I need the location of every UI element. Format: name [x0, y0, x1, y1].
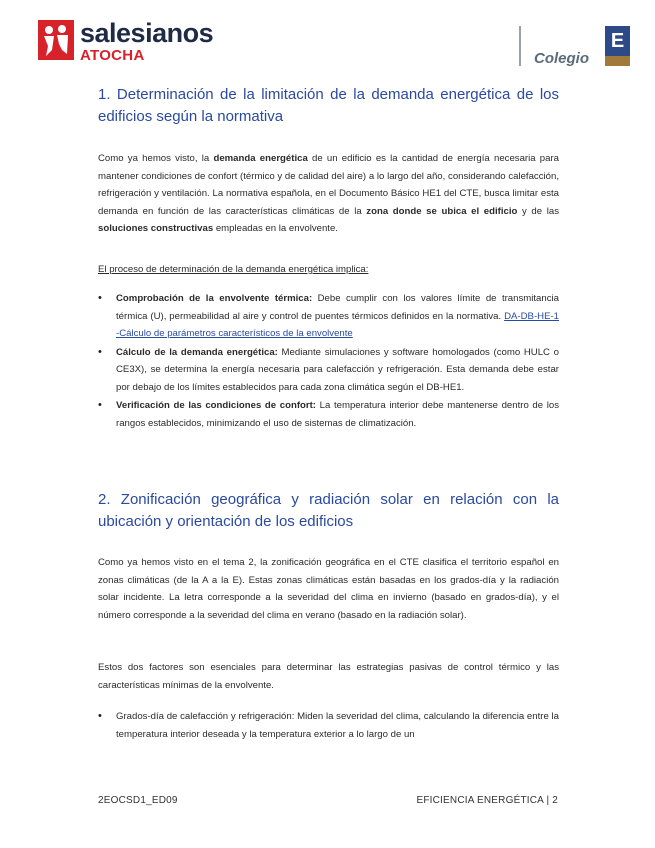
- process-intro: El proceso de determinación de la demanda energética implica:: [98, 264, 369, 275]
- list-item-title: Cálculo de la demanda energética:: [116, 346, 278, 358]
- text-run-bold: zona donde se ubica el edificio: [366, 205, 518, 217]
- text-run: y de las: [517, 205, 559, 217]
- section-2-paragraph-2: Estos dos factores son esenciales para determinar las estrategias pasivas de control térmico y las características mínimas de la envolvente.: [98, 662, 559, 691]
- list-item: • Grados-día de calefacción y refrigeración: Miden la severidad del clima, calculando la diferencia entre la temperatura interior deseada y la temperatura exterior a lo largo de un: [98, 708, 559, 743]
- factors-list: [98, 708, 559, 744]
- text-run: Como ya hemos visto, la: [98, 153, 214, 164]
- logo-name: salesianos: [80, 18, 214, 48]
- list-item: [98, 397, 559, 432]
- header-divider: [519, 26, 521, 66]
- section-1-paragraph: [98, 150, 559, 238]
- list-item-title: Verificación de las condiciones de confort:: [116, 400, 317, 411]
- school-logo: [38, 20, 213, 63]
- colegio-badge-icon: [605, 26, 630, 66]
- text-run-bold: demanda energética: [213, 153, 308, 164]
- process-list: [98, 290, 559, 433]
- salesianos-emblem-icon: [38, 20, 74, 60]
- list-item-title: Comprobación de la envolvente térmica:: [116, 293, 313, 304]
- logo-subtitle: ATOCHA: [80, 47, 145, 64]
- section-1-heading: 1. Determinación de la limitación de la demanda energética de los edificios según la normativa: [98, 86, 559, 125]
- list-item-text: Debe cumplir con los valores límite de transmitancia térmica (U), permeabilidad al aire y control de puentes térmicos definidos en la normativa.: [116, 293, 559, 322]
- footer-page-label: EFICIENCIA ENERGÉTICA | 2: [416, 795, 558, 806]
- list-item: [98, 344, 559, 397]
- text-run: de un edificio es la cantidad de energía necesaria para mantener condiciones de confort (térmico y de calidad del aire) a lo largo del año, considerando calefacción, refrigeración y ventilación. La normativa española, en el Documento Básico HE1 del CTE, busca limitar esta demanda en función de las características climáticas de la: [98, 153, 559, 217]
- footer-code: 2EOCSD1_ED09: [98, 795, 178, 806]
- list-item-text: La temperatura interior debe mantenerse dentro de los rangos establecidos, minimizando el uso de sistemas de climatización.: [116, 400, 560, 429]
- section-2-heading: 2. Zonificación geográfica y radiación solar en relación con la ubicación y orientación de los edificios: [98, 491, 559, 530]
- badge-letter: E: [605, 26, 630, 56]
- text-run: empleadas en la envolvente.: [213, 223, 338, 234]
- text-run-bold: soluciones constructivas: [98, 223, 214, 234]
- list-item: [98, 290, 559, 343]
- section-2-paragraph-1: Como ya hemos visto en el tema 2, la zonificación geográfica en el CTE clasifica el territorio español en zonas climáticas (de la A a la E). Estas zonas climáticas están basadas en los grados-día y la radiación solar incidente. La letra corresponde a la severidad del clima en invierno (basado en grados-día), y el número corresponde a la severidad del clima en verano (basado en la radiación solar).: [98, 557, 559, 621]
- colegio-label: Colegio: [534, 50, 589, 67]
- list-item-text: Mediante simulaciones y software homologados (como HULC o CE3X), se determina la energía necesaria para calefacción y refrigeración. Esta demanda debe estar por debajo de los límites establecidos para cada zona climática según el DB-HE1.: [116, 346, 559, 393]
- da-db-he-1-link[interactable]: DA-DB-HE-1 -Cálculo de parámetros característicos de la envolvente: [116, 310, 559, 339]
